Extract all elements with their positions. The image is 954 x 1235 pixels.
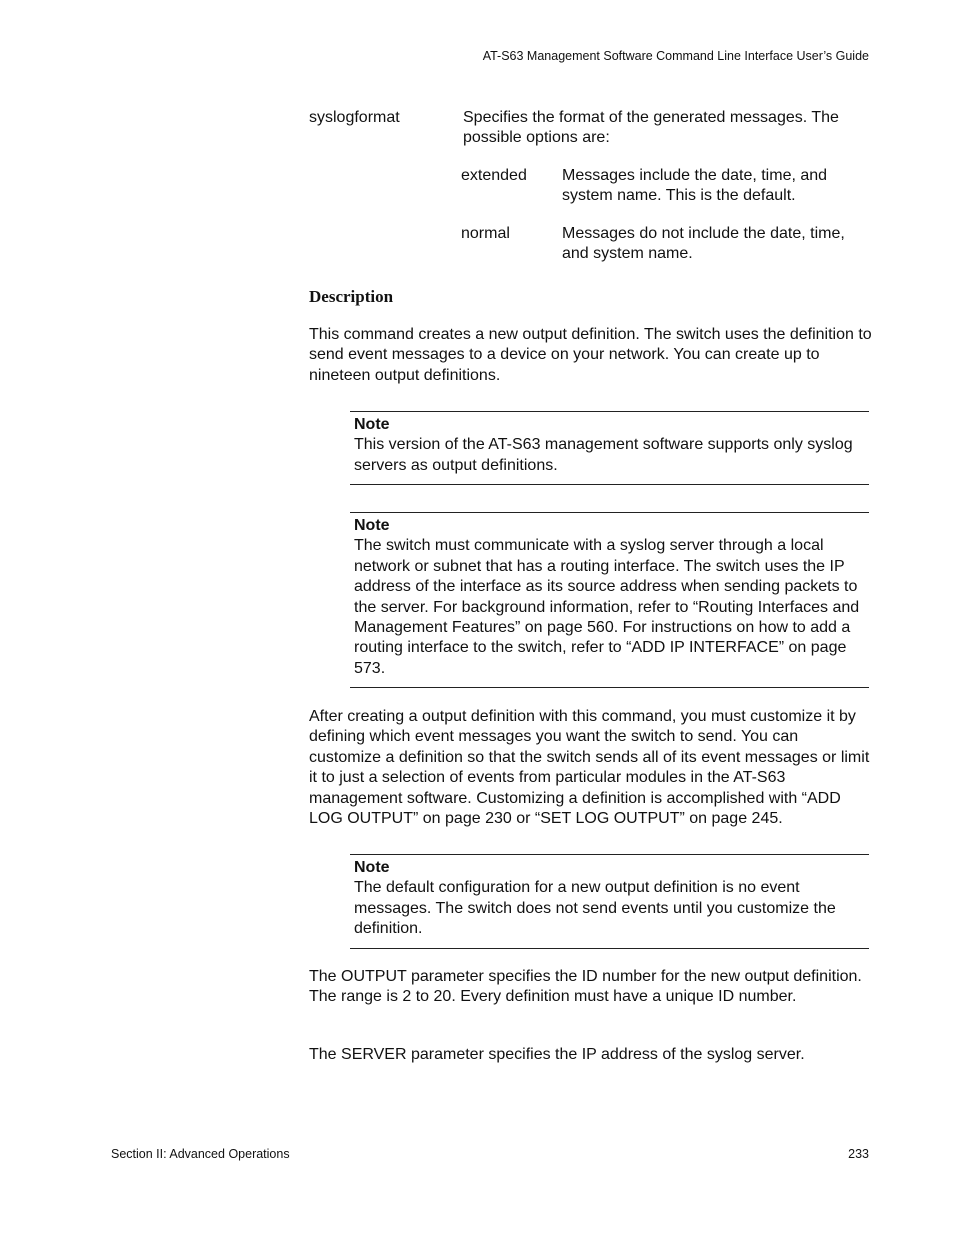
note-body: The switch must communicate with a syslog server through a local network or subnet that has a routing interface. The switch uses the IP address of the interface as its source address when sending packets to the server. For background information, refer to “Routing Interfaces and Management Features” on page 560. For instructions on how to add a routing interface to the switch, refer to “ADD IP INTERFACE” on page 573. <box>354 537 860 677</box>
footer-page-number: 233 <box>848 1147 869 1161</box>
paragraph-server-parameter: The SERVER parameter specifies the IP address of the syslog server. <box>309 1046 805 1063</box>
option-description-extended: Messages include the date, time, and system name. This is the default. <box>562 167 828 205</box>
running-header: AT-S63 Management Software Command Line Interface User’s Guide <box>482 49 869 63</box>
parameter-name: syslogformat <box>309 109 400 126</box>
note-title: Note <box>354 416 390 433</box>
note-box <box>350 512 869 688</box>
paragraph-customize: After creating a output definition with this command, you must customize it by defining which event messages you want the switch to send. You can customize a definition so that the switch sends all of its event messages or limit it to just a selection of events from particular modules in the AT-S63 management software. Customizing a definition is accomplished with “ADD LOG OUTPUT” on page 230 or “SET LOG OUTPUT” on page 245. <box>309 708 870 828</box>
paragraph-output-parameter: The OUTPUT parameter specifies the ID number for the new output definition. The range is 2 to 20. Every definition must have a unique ID number. <box>309 968 862 1006</box>
section-heading-description: Description <box>309 287 394 306</box>
note-body: This version of the AT-S63 management software supports only syslog servers as output definitions. <box>354 436 853 474</box>
option-description-normal: Messages do not include the date, time, and system name. <box>562 225 845 263</box>
paragraph-intro: This command creates a new output definition. The switch uses the definition to send event messages to a device on your network. You can create up to nineteen output definitions. <box>309 326 872 384</box>
note-body: The default configuration for a new output definition is no event messages. The switch does not send events until you customize the definition. <box>354 879 836 938</box>
note-box <box>350 411 869 485</box>
footer-section: Section II: Advanced Operations <box>111 1147 290 1161</box>
note-title: Note <box>354 859 390 876</box>
note-title: Note <box>354 517 390 534</box>
parameter-description: Specifies the format of the generated messages. The possible options are: <box>463 109 839 147</box>
option-name-extended: extended <box>461 167 527 184</box>
option-name-normal: normal <box>461 225 510 242</box>
note-box <box>350 854 869 949</box>
